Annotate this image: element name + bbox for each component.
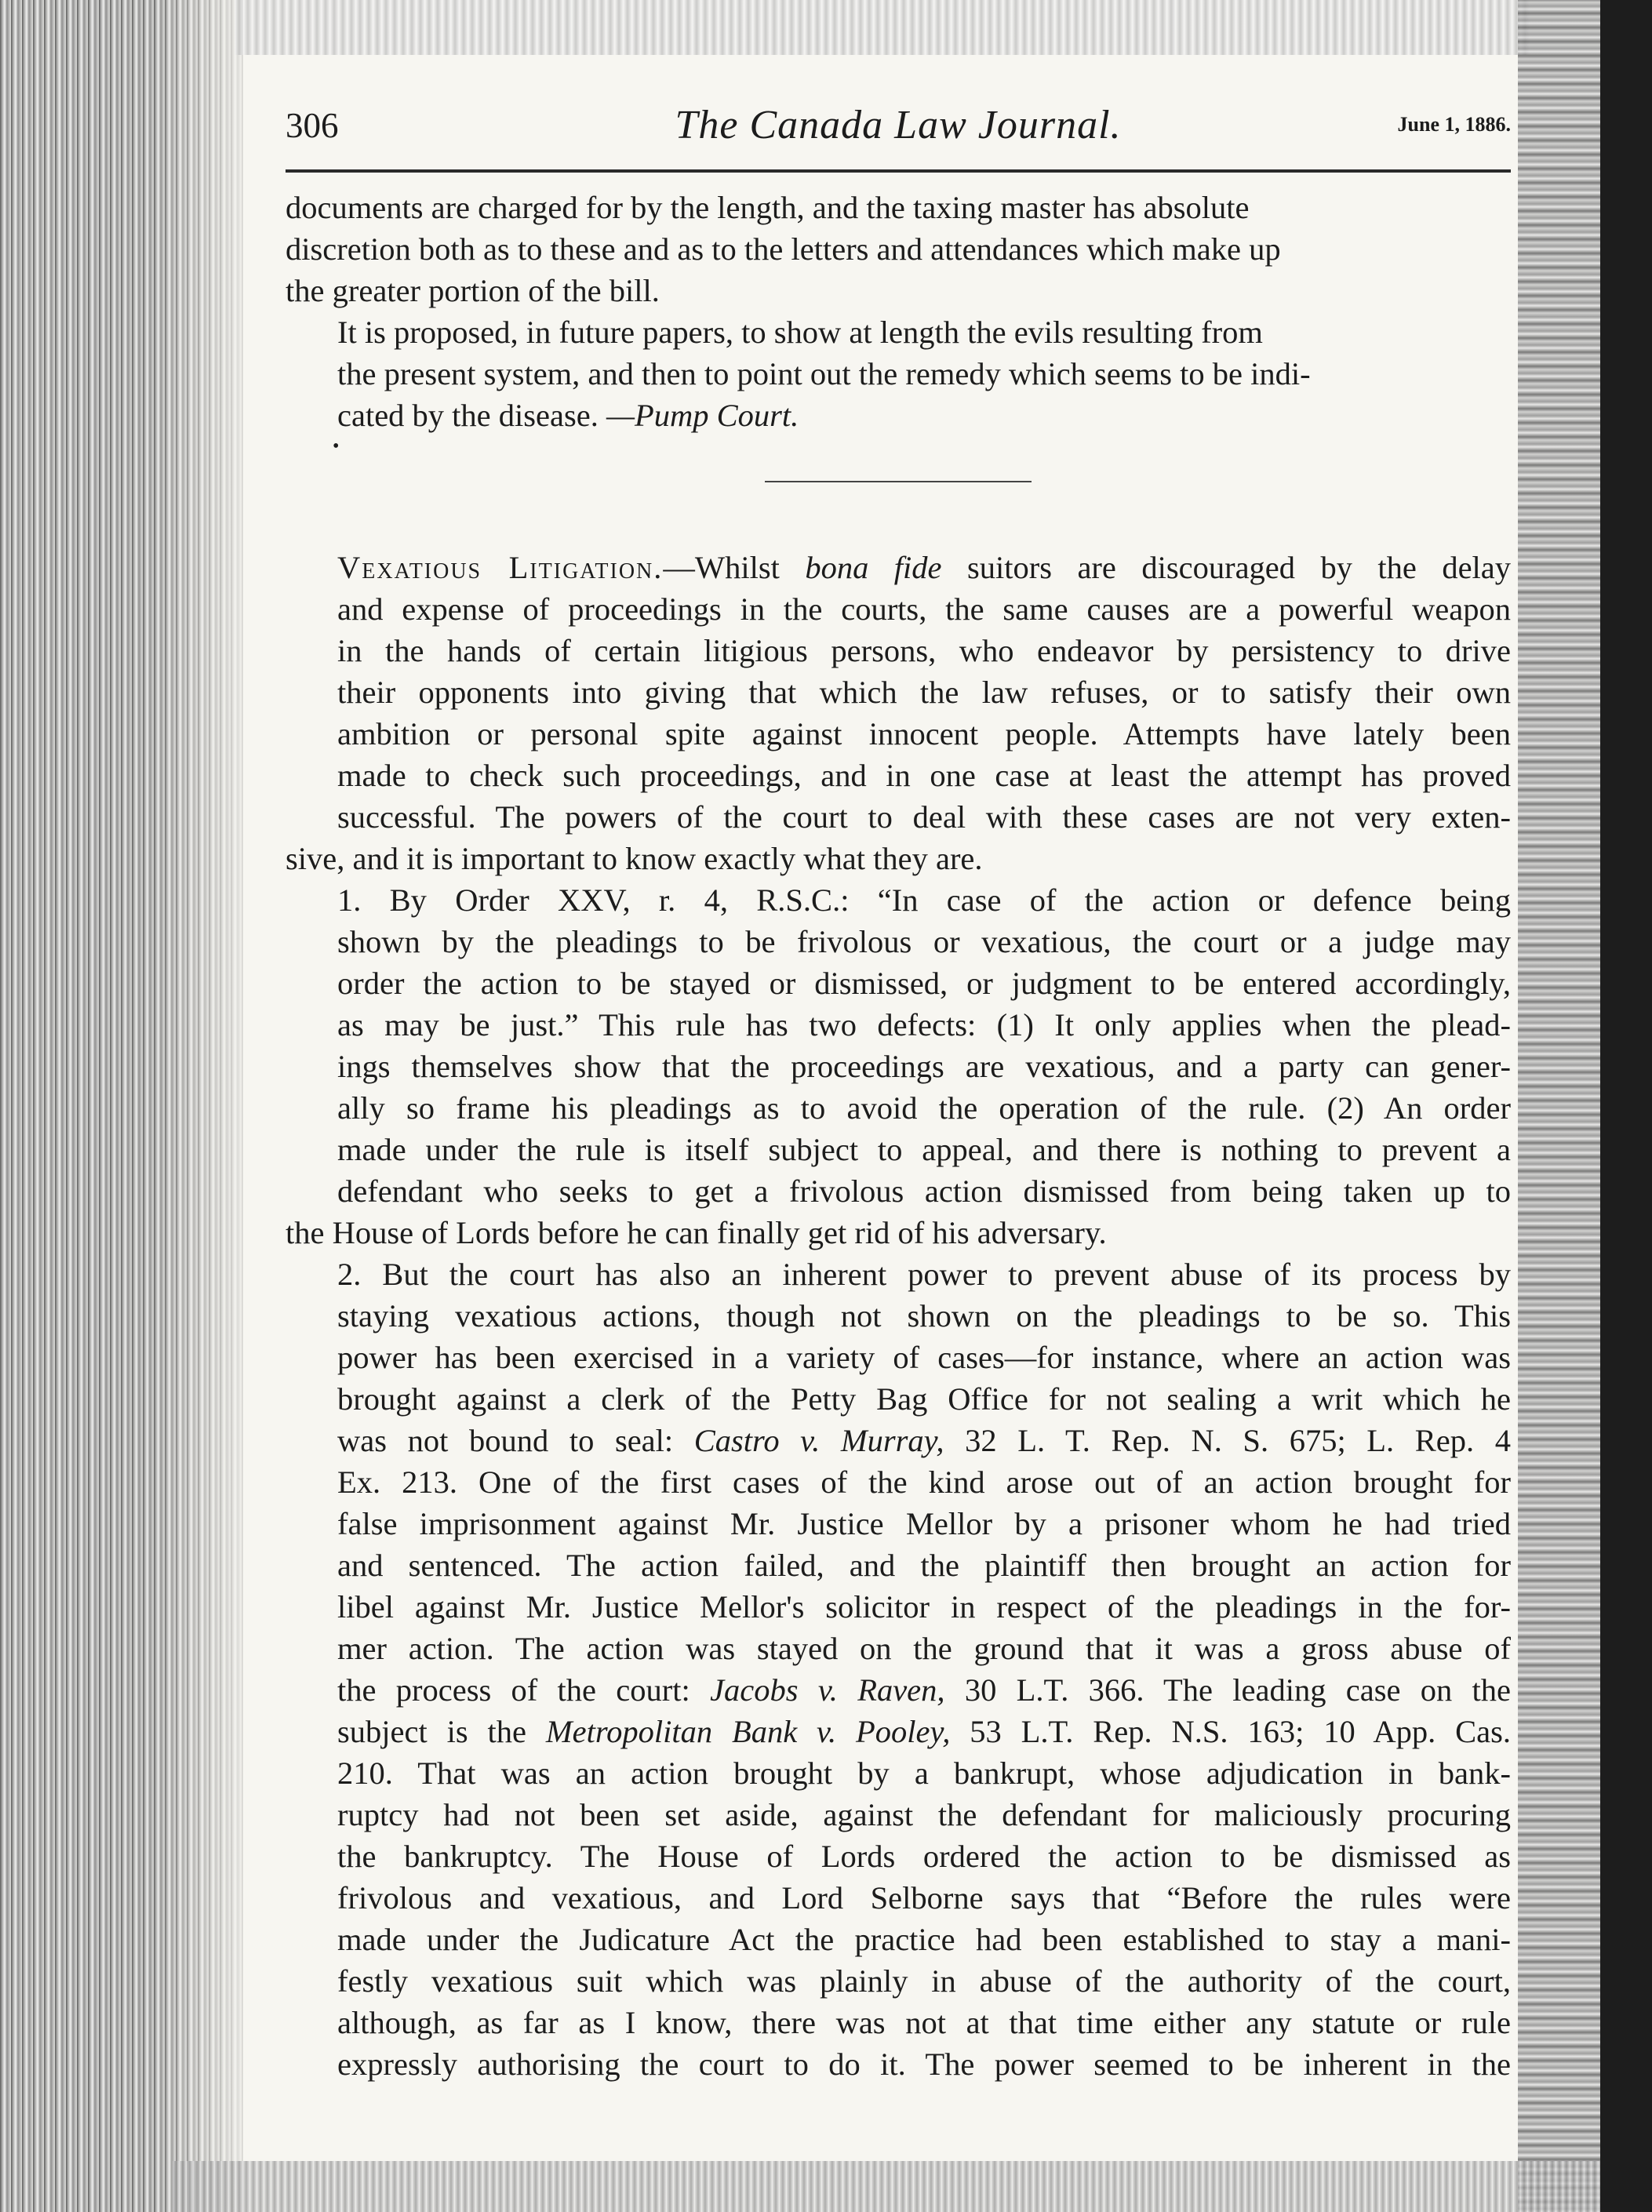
- text-fragment: was not bound to seal:: [337, 1423, 674, 1458]
- text-fragment: 53 L.T. Rep. N.S. 163; 10 App. Cas.: [970, 1714, 1512, 1749]
- text-fragment: suitors are discouraged by the delay: [967, 550, 1512, 585]
- section-heading: Vexatious Litigation.: [337, 550, 664, 585]
- text-line: staying vexatious actions, though not shown on the pleadings to be so. This: [337, 1298, 1511, 1333]
- text-fragment: 32 L. T. Rep. N. S. 675; L. Rep. 4: [965, 1423, 1512, 1458]
- header-rule: [286, 169, 1511, 173]
- article2-paragraph-2: [286, 879, 1511, 1212]
- text-line: festly vexatious suit which was plainly in abuse of the authority of the court,: [337, 1963, 1511, 1999]
- text-fragment: the process of the court:: [337, 1672, 690, 1708]
- issue-date: June 1, 1886.: [1397, 113, 1511, 136]
- article2-paragraph-3: [286, 1253, 1511, 2085]
- journal-title: The Canada Law Journal.: [675, 103, 1122, 147]
- text-line: in the hands of certain litigious persons, who endeavor by persistency to drive: [337, 633, 1511, 668]
- section-divider: [765, 481, 1032, 482]
- text-line: documents are charged for by the length, and the taxing master has absolute: [286, 190, 1250, 225]
- text-line: 210. That was an action brought by a bankrupt, whose adjudication in bank-: [337, 1755, 1511, 1791]
- article2-paragraph-1-end: [286, 838, 1511, 879]
- article1-paragraph-1: [286, 187, 1511, 311]
- case-citation: Jacobs v. Raven,: [710, 1672, 945, 1708]
- text-line: made under the rule is itself subject to appeal, and there is nothing to prevent a: [337, 1132, 1511, 1167]
- text-line: false imprisonment against Mr. Justice Mellor by a prisoner whom he had tried: [337, 1506, 1511, 1541]
- signature: —Pump Court.: [606, 398, 799, 433]
- text-line: order the action to be stayed or dismissed, or judgment to be entered accordingly,: [337, 966, 1511, 1001]
- text-line: expressly authorising the court to do it. The power seemed to be inherent in the: [337, 2046, 1511, 2082]
- text-line: made to check such proceedings, and in one case at least the attempt has proved: [337, 758, 1511, 793]
- text-line: successful. The powers of the court to deal with these cases are not very exten-: [337, 799, 1511, 835]
- italic-phrase: bona fide: [805, 550, 942, 585]
- article2-paragraph-2-end: [286, 1212, 1511, 1253]
- text-line: ambition or personal spite against innocent people. Attempts have lately been: [337, 716, 1511, 751]
- text-line: Ex. 213. One of the first cases of the kind arose out of an action brought for: [337, 1464, 1511, 1500]
- stray-mark: •: [333, 436, 340, 457]
- text-line: ally so frame his pleadings as to avoid the operation of the rule. (2) An order: [337, 1090, 1511, 1126]
- journal-page: [286, 100, 1512, 2082]
- text-line: shown by the pleadings to be frivolous or vexatious, the court or a judge may: [337, 924, 1511, 959]
- text-line: mer action. The action was stayed on the ground that it was a gross abuse of: [337, 1631, 1511, 1666]
- text-line: made under the Judicature Act the practice had been established to stay a mani-: [337, 1922, 1511, 1957]
- text-fragment: cated by the disease.: [337, 398, 599, 433]
- text-line: [286, 1420, 1511, 1461]
- text-line: libel against Mr. Justice Mellor's solicitor in respect of the pleadings in the for-: [337, 1589, 1511, 1624]
- text-line: their opponents into giving that which the law refuses, or to satisfy their own: [337, 675, 1511, 710]
- body-text: [286, 187, 1511, 2085]
- text-line: as may be just.” This rule has two defects: (1) It only applies when the plead-: [337, 1007, 1511, 1042]
- text-line: 2. But the court has also an inherent power to prevent abuse of its process by: [337, 1257, 1511, 1292]
- text-line: [286, 1669, 1511, 1711]
- article2-paragraph-1: [286, 547, 1511, 838]
- case-citation: Castro v. Murray,: [693, 1423, 944, 1458]
- scan-top-edge: [235, 0, 1530, 55]
- text-line: ruptcy had not been set aside, against the defendant for maliciously procuring: [337, 1797, 1511, 1832]
- text-fragment: —Whilst: [663, 550, 780, 585]
- text-line: [286, 547, 1511, 588]
- text-line: It is proposed, in future papers, to show at length the evils resulting from: [337, 315, 1263, 350]
- scan-binding-fade: [157, 0, 267, 2212]
- text-line: the greater portion of the bill.: [286, 273, 660, 308]
- text-line: the House of Lords before he can finally get rid of his adversary.: [286, 1215, 1107, 1250]
- text-line: and expense of proceedings in the courts, the same causes are a powerful weapon: [337, 591, 1511, 627]
- running-header: [286, 100, 1511, 163]
- text-fragment: subject is the: [337, 1714, 526, 1749]
- text-line: power has been exercised in a variety of cases—for instance, where an action was: [337, 1340, 1511, 1375]
- text-line: brought against a clerk of the Petty Bag Office for not sealing a writ which he: [337, 1381, 1511, 1417]
- text-line: [286, 395, 1511, 436]
- text-line: ings themselves show that the proceedings are vexatious, and a party can gener-: [337, 1049, 1511, 1084]
- text-line: frivolous and vexatious, and Lord Selborne says that “Before the rules were: [337, 1880, 1511, 1915]
- scan-bottom-edge: [173, 2161, 1600, 2212]
- scan-right-shadow: [1600, 0, 1652, 2212]
- article1-paragraph-2: [286, 311, 1511, 436]
- text-line: [286, 1711, 1511, 1752]
- text-line: 1. By Order XXV, r. 4, R.S.C.: “In case of the action or defence being: [337, 882, 1511, 918]
- text-line: although, as far as I know, there was not at that time either any statute or rule: [337, 2005, 1511, 2040]
- case-citation: Metropolitan Bank v. Pooley,: [545, 1714, 951, 1749]
- text-line: the bankruptcy. The House of Lords ordered the action to be dismissed as: [337, 1839, 1511, 1874]
- text-fragment: 30 L.T. 366. The leading case on the: [964, 1672, 1512, 1708]
- text-line: and sentenced. The action failed, and the plaintiff then brought an action for: [337, 1548, 1511, 1583]
- text-line: sive, and it is important to know exactly what they are.: [286, 841, 983, 876]
- text-line: discretion both as to these and as to the letters and attendances which make up: [286, 231, 1281, 267]
- text-line: defendant who seeks to get a frivolous action dismissed from being taken up to: [337, 1173, 1511, 1209]
- page-number: 306: [286, 106, 339, 145]
- text-line: the present system, and then to point out the remedy which seems to be indi-: [337, 356, 1311, 391]
